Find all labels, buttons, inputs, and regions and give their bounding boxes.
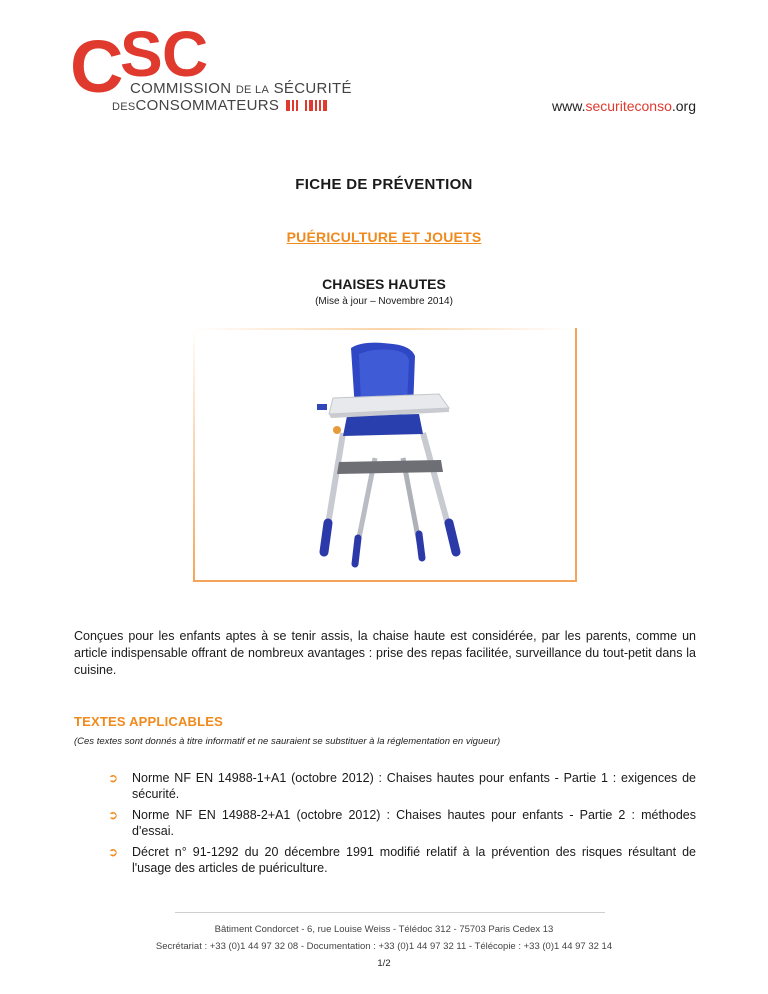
arrow-icon: ➲: [108, 845, 119, 859]
footer-contacts: Secrétariat : +33 (0)1 44 97 32 08 - Documentation : +33 (0)1 44 97 32 11 - Télécopie : +33 (0)1 44 97 32 14: [155, 941, 613, 952]
high-chair-image: [303, 338, 473, 570]
logo-letter-c2: C: [162, 24, 209, 90]
logo-bars-decoration: [286, 98, 329, 115]
arrow-icon: ➲: [108, 808, 119, 822]
document-title: FICHE DE PRÉVENTION: [295, 176, 473, 193]
logo-org-line2: DESCONSOMMATEURS: [112, 97, 329, 115]
section-note: (Ces textes sont donnés à titre informatif et ne sauraient se substituer à la réglementation en vigueur): [74, 736, 501, 747]
logo-org-line1: COMMISSION DE LA SÉCURITÉ: [130, 80, 352, 97]
footer-divider: [175, 912, 605, 913]
intro-paragraph: Conçues pour les enfants aptes à se tenir assis, la chaise haute est considérée, par les parents, comme un article indispensable offrant de nombreux avantages : prise des repas facilitée, surveillance du tout-petit dans la cuisine.: [74, 629, 696, 677]
arrow-icon: ➲: [108, 771, 119, 785]
regulation-list: [108, 770, 696, 881]
list-item: ➲ Norme NF EN 14988-2+A1 (octobre 2012) : Chaises hautes pour enfants - Partie 2 : méthodes d'essai.: [108, 808, 696, 838]
website-link[interactable]: www.securiteconso.org: [552, 98, 696, 114]
page-number: 1/2: [377, 958, 391, 969]
section-title: TEXTES APPLICABLES: [74, 714, 224, 729]
document-category: PUÉRICULTURE ET JOUETS: [286, 229, 482, 245]
footer-address: Bâtiment Condorcet - 6, rue Louise Weiss - Télédoc 312 - 75703 Paris Cedex 13: [214, 924, 554, 935]
product-photo-frame: [193, 328, 577, 582]
list-item: ➲ Norme NF EN 14988-1+A1 (octobre 2012) : Chaises hautes pour enfants - Partie 1 : exigences de sécurité.: [108, 771, 696, 801]
product-heading: CHAISES HAUTES: [322, 276, 446, 292]
logo-letter-c1: C: [70, 25, 124, 108]
list-item: ➲ Décret n° 91-1292 du 20 décembre 1991 modifié relatif à la prévention des risques résultant de l'usage des articles de puériculture.: [108, 845, 696, 875]
update-date: (Mise à jour – Novembre 2014): [315, 296, 453, 307]
logo-letter-s: S: [120, 24, 163, 90]
